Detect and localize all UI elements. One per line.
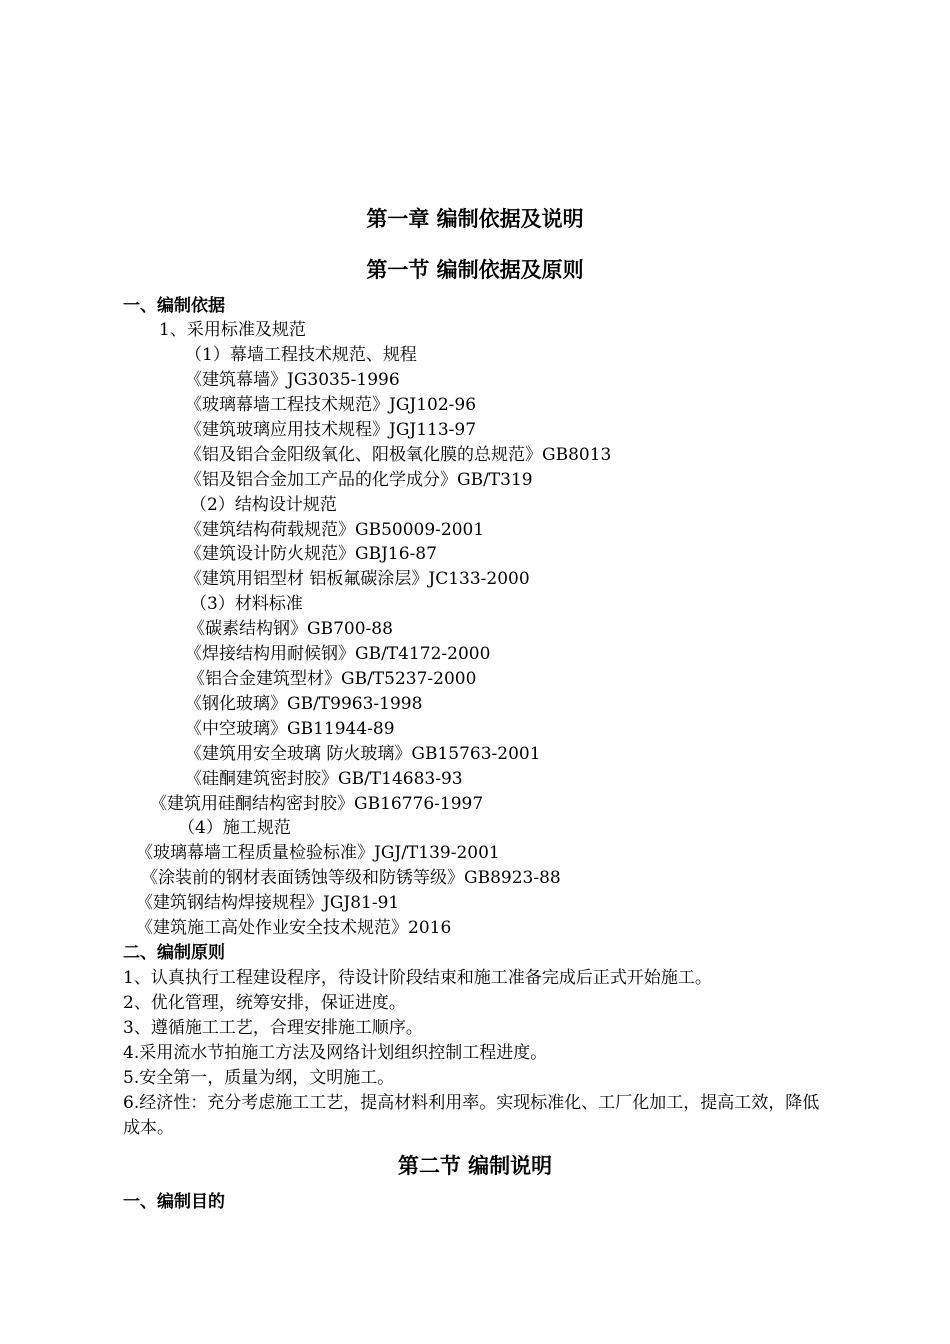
principle-item: 2、优化管理，统筹安排，保证进度。 bbox=[123, 993, 406, 1013]
principle-item: 6.经济性：充分考虑施工工艺，提高材料利用率。实现标准化、工厂化加工，提高工效，降低成本。 bbox=[123, 1093, 820, 1138]
section-title: 第二节 编制说明 bbox=[397, 1154, 553, 1178]
principle-item: 1、认真执行工程建设程序，待设计阶段结束和施工准备完成后正式开始施工。 bbox=[123, 968, 712, 988]
basis-heading: 一、编制依据 bbox=[123, 296, 225, 316]
list-item: 《建筑用安全玻璃 防火玻璃》GB15763-2001 bbox=[185, 744, 541, 764]
list-item: 《建筑用硅酮结构密封胶》GB16776-1997 bbox=[150, 794, 484, 814]
principles-heading: 二、编制原则 bbox=[123, 943, 225, 963]
group-title: （1）幕墙工程技术规范、规程 bbox=[185, 345, 417, 365]
list-item: 《建筑幕墙》JG3035-1996 bbox=[185, 370, 400, 390]
list-item: 《碳素结构钢》GB700-88 bbox=[188, 619, 393, 639]
list-item: 《铝及铝合金加工产品的化学成分》GB/T319 bbox=[185, 470, 533, 490]
principle-item: 4.采用流水节拍施工方法及网络计划组织控制工程进度。 bbox=[123, 1043, 548, 1063]
basis-subheading: 1、采用标准及规范 bbox=[159, 320, 306, 340]
list-item: 《铝合金建筑型材》GB/T5237-2000 bbox=[188, 669, 477, 689]
group-title: （2）结构设计规范 bbox=[190, 495, 337, 515]
list-item: 《建筑玻璃应用技术规程》JGJ113-97 bbox=[185, 420, 477, 440]
group-title: （4）施工规范 bbox=[178, 818, 291, 838]
list-item: 《中空玻璃》GB11944-89 bbox=[185, 719, 395, 739]
list-item: 《涂装前的钢材表面锈蚀等级和防锈等级》GB8923-88 bbox=[141, 868, 561, 888]
list-item: 《建筑用铝型材 铝板氟碳涂层》JC133-2000 bbox=[185, 569, 530, 589]
list-item: 《玻璃幕墙工程质量检验标准》JGJ/T139-2001 bbox=[136, 843, 500, 863]
chapter-title: 第一章 编制依据及说明 bbox=[366, 207, 584, 231]
section-title: 第一节 编制依据及原则 bbox=[366, 258, 584, 282]
principle-item: 3、遵循施工工艺，合理安排施工顺序。 bbox=[123, 1018, 423, 1038]
list-item: 《建筑施工高处作业安全技术规范》2016 bbox=[136, 918, 452, 938]
list-item: 《建筑钢结构焊接规程》JGJ81-91 bbox=[136, 893, 400, 913]
group-title: （3）材料标准 bbox=[190, 594, 303, 614]
list-item: 《焊接结构用耐候钢》GB/T4172-2000 bbox=[185, 644, 491, 664]
list-item: 《钢化玻璃》GB/T9963-1998 bbox=[185, 694, 423, 714]
list-item: 《玻璃幕墙工程技术规范》JGJ102-96 bbox=[185, 395, 477, 415]
principle-item: 5.安全第一，质量为纲，文明施工。 bbox=[123, 1068, 395, 1088]
list-item: 《建筑结构荷载规范》GB50009-2001 bbox=[185, 520, 485, 540]
list-item: 《建筑设计防火规范》GBJ16-87 bbox=[185, 544, 437, 564]
list-item: 《硅酮建筑密封胶》GB/T14683-93 bbox=[185, 769, 463, 789]
list-item: 《铝及铝合金阳级氧化、阳极氧化膜的总规范》GB8013 bbox=[185, 445, 612, 465]
purpose-heading: 一、编制目的 bbox=[123, 1192, 225, 1212]
